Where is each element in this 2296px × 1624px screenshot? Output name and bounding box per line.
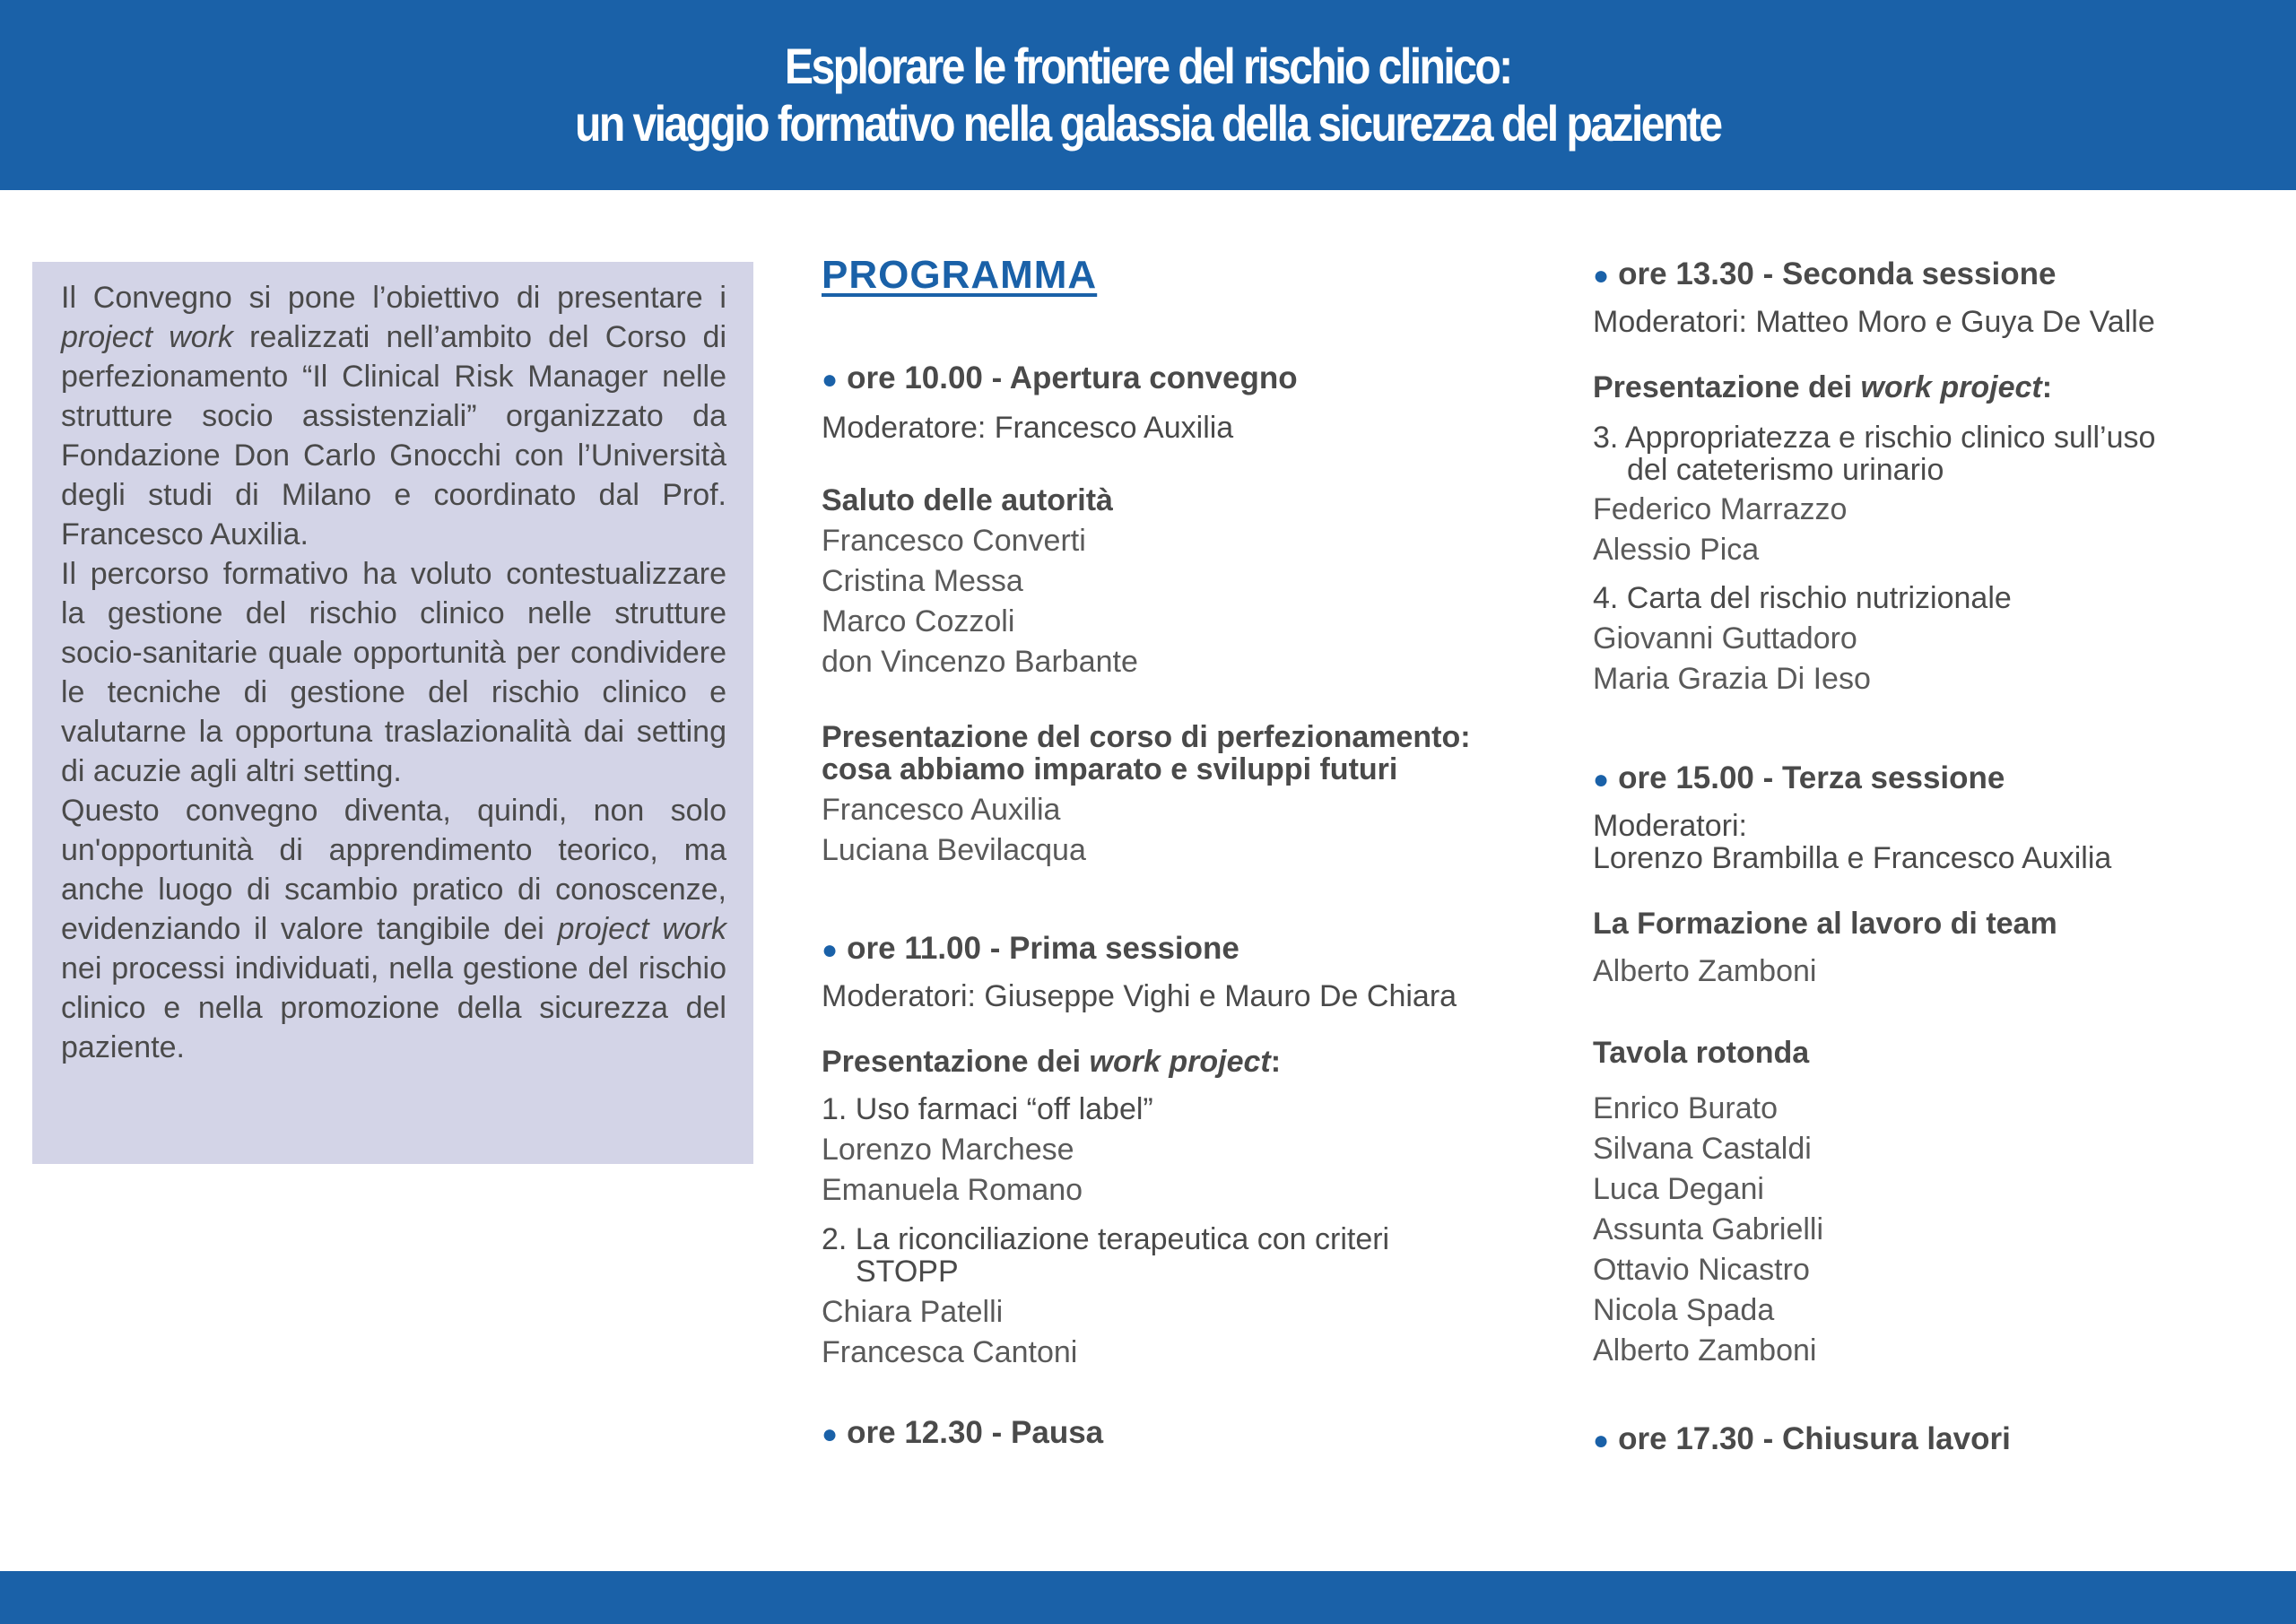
speaker-name: Assunta Gabrielli bbox=[1593, 1212, 1824, 1246]
bullet-icon: ● bbox=[1593, 261, 1610, 291]
header-banner bbox=[0, 0, 2296, 190]
speaker-name: Francesco Auxilia bbox=[822, 793, 1061, 827]
bullet-icon: ● bbox=[822, 1420, 839, 1449]
header-title-line-2: un viaggio formativo nella galassia della sicurezza del paziente bbox=[575, 95, 1721, 152]
speaker-name: Luciana Bevilacqua bbox=[822, 833, 1086, 867]
speaker-name: Alberto Zamboni bbox=[1593, 1333, 1817, 1368]
time-slot-label: ore 11.00 - Prima sessione bbox=[847, 931, 1239, 966]
section-title-round-table: Tavola rotonda bbox=[1593, 1036, 1810, 1070]
section-title-text: : bbox=[2041, 370, 2053, 404]
speaker-name: Francesca Cantoni bbox=[822, 1335, 1078, 1369]
speaker-name: Alberto Zamboni bbox=[1593, 954, 1817, 988]
section-title-team-training: La Formazione al lavoro di team bbox=[1593, 907, 2057, 941]
intro-text: Questo convegno diventa, quindi, non solo un'opportunità di apprendimento teorico, ma anche luogo di scambio pratico di conoscenze, evidenziando il valore tangibile dei bbox=[61, 794, 726, 946]
time-slot-label: ore 13.30 - Seconda sessione bbox=[1618, 256, 2057, 291]
intro-text: realizzati nell’ambito del Corso di perfezionamento “Il Clinical Risk Manager nelle strutture socio assistenziali” organizzato da Fondazione Don Carlo Gnocchi con l’Università degli studi di Milano e coordinato dal Prof. Francesco Auxilia. bbox=[61, 320, 727, 551]
footer-bar bbox=[0, 1571, 2296, 1624]
moderator-line: Moderatori: Matteo Moro e Guya De Valle bbox=[1593, 305, 2155, 339]
section-title-course-1: Presentazione del corso di perfezionamento: bbox=[822, 720, 1471, 754]
time-slot-label: ore 17.30 - Chiusura lavori bbox=[1618, 1421, 2011, 1456]
project-title-2: 2. La riconciliazione terapeutica con criteri bbox=[822, 1222, 1390, 1256]
bullet-icon: ● bbox=[1593, 765, 1610, 795]
section-title-text: Presentazione dei bbox=[822, 1045, 1090, 1079]
intro-text: nei processi individuati, nella gestione del rischio clinico e nella promozione della sicurezza del paziente. bbox=[61, 951, 726, 1064]
moderator-names: Lorenzo Brambilla e Francesco Auxilia bbox=[1593, 841, 2112, 875]
time-slot-1100 bbox=[822, 931, 1239, 967]
speaker-name: Silvana Castaldi bbox=[1593, 1132, 1812, 1166]
time-slot-1500 bbox=[1593, 760, 2005, 796]
bullet-icon: ● bbox=[822, 935, 839, 965]
speaker-name: Luca Degani bbox=[1593, 1172, 1764, 1206]
time-slot-label: ore 10.00 - Apertura convegno bbox=[847, 360, 1298, 395]
program-title: PROGRAMMA bbox=[822, 253, 1098, 297]
speaker-name: Chiara Patelli bbox=[822, 1295, 1004, 1329]
project-title-4: 4. Carta del rischio nutrizionale bbox=[1593, 581, 2012, 615]
project-title-2-continued: STOPP bbox=[856, 1255, 959, 1289]
project-title-3-continued: del cateterismo urinario bbox=[1627, 453, 1944, 487]
speaker-name: Ottavio Nicastro bbox=[1593, 1253, 1810, 1287]
intro-emphasis: project work bbox=[61, 320, 233, 354]
speaker-name: Enrico Burato bbox=[1593, 1091, 1778, 1125]
time-slot-1000 bbox=[822, 360, 1298, 396]
speaker-name: Francesco Converti bbox=[822, 524, 1086, 558]
speaker-name: Giovanni Guttadoro bbox=[1593, 621, 1857, 656]
section-title-presentations bbox=[822, 1045, 1281, 1080]
intro-paragraph-1 bbox=[61, 278, 726, 554]
project-title-3: 3. Appropriatezza e rischio clinico sull’uso bbox=[1593, 421, 2156, 455]
header-title-line-1: Esplorare le frontiere del rischio clinico: bbox=[785, 38, 1511, 94]
bullet-icon: ● bbox=[1593, 1426, 1610, 1455]
section-title-emphasis: work project bbox=[1089, 1045, 1271, 1079]
speaker-name: Federico Marrazzo bbox=[1593, 492, 1848, 526]
moderator-label: Moderatori: bbox=[1593, 809, 1747, 843]
time-slot-label: ore 12.30 - Pausa bbox=[847, 1415, 1104, 1450]
section-title-text: Presentazione dei bbox=[1593, 370, 1861, 404]
speaker-name: Maria Grazia Di Ieso bbox=[1593, 662, 1871, 696]
speaker-name: Lorenzo Marchese bbox=[822, 1133, 1074, 1167]
speaker-name: Emanuela Romano bbox=[822, 1173, 1083, 1207]
speaker-name: Nicola Spada bbox=[1593, 1293, 1775, 1327]
section-title-text: : bbox=[1270, 1045, 1282, 1079]
time-slot-1230 bbox=[822, 1415, 1103, 1451]
section-title-emphasis: work project bbox=[1860, 370, 2042, 404]
speaker-name: Marco Cozzoli bbox=[822, 604, 1015, 638]
moderator-line: Moderatori: Giuseppe Vighi e Mauro De Chiara bbox=[822, 979, 1457, 1013]
moderator-line: Moderatore: Francesco Auxilia bbox=[822, 411, 1234, 445]
intro-paragraph-2: Il percorso formativo ha voluto contestualizzare la gestione del rischio clinico nelle strutture socio-sanitarie quale opportunità per condividere le tecniche di gestione del rischio clinico e valutarne la opportuna traslazionalità dai setting di acuzie agli altri setting. bbox=[61, 557, 726, 788]
speaker-name: Alessio Pica bbox=[1593, 533, 1760, 567]
intro-box bbox=[32, 262, 753, 1164]
time-slot-1330 bbox=[1593, 256, 2056, 292]
intro-emphasis: project work bbox=[557, 912, 726, 946]
time-slot-label: ore 15.00 - Terza sessione bbox=[1618, 760, 2005, 795]
speaker-name: Cristina Messa bbox=[822, 564, 1023, 598]
intro-text: Il Convegno si pone l’obiettivo di presentare i bbox=[61, 281, 726, 315]
section-title-presentations bbox=[1593, 370, 2052, 405]
project-title-1: 1. Uso farmaci “off label” bbox=[822, 1092, 1153, 1126]
speaker-name: don Vincenzo Barbante bbox=[822, 645, 1138, 679]
intro-paragraph-3 bbox=[61, 791, 726, 1067]
bullet-icon: ● bbox=[822, 365, 839, 395]
time-slot-1730 bbox=[1593, 1421, 2011, 1457]
section-title-greeting: Saluto delle autorità bbox=[822, 483, 1113, 517]
section-title-course-2: cosa abbiamo imparato e sviluppi futuri bbox=[822, 752, 1398, 786]
